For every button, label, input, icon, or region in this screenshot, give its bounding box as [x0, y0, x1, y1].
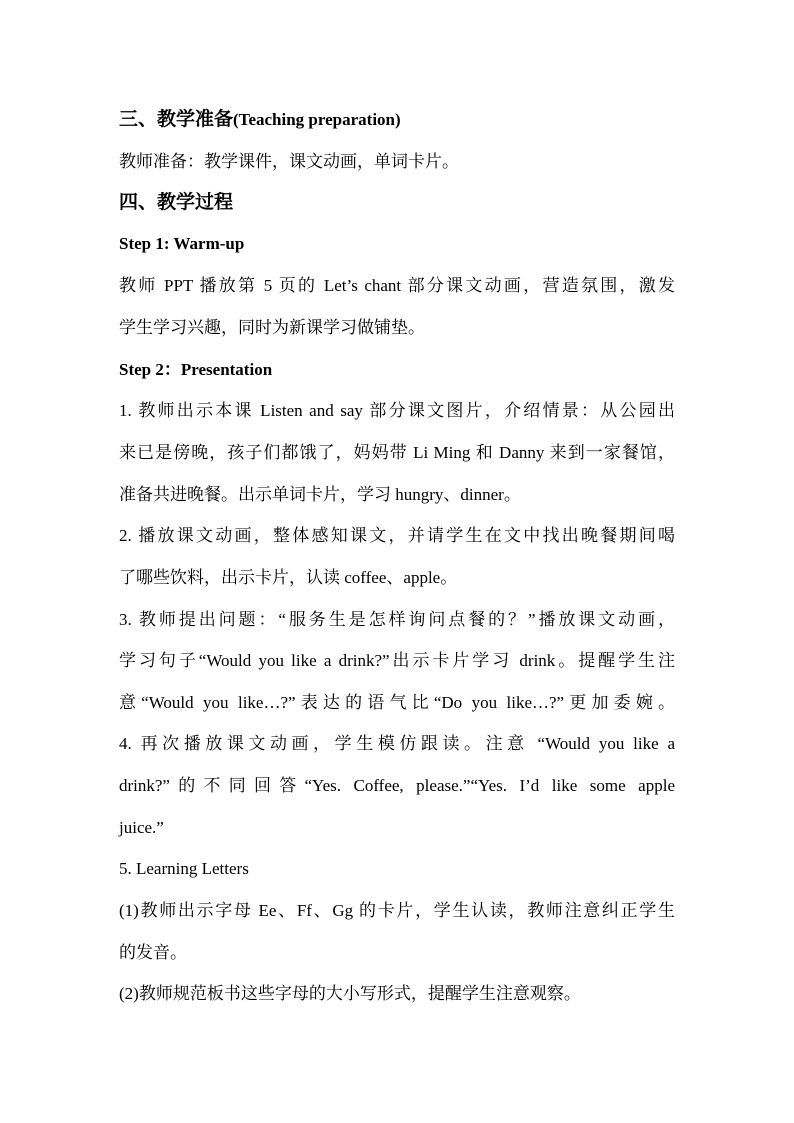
- step2-item3-line1: 3. 教师提出问题：“服务生是怎样询问点餐的？”播放课文动画，: [119, 610, 675, 629]
- step2-item5-sub1-line1: (1)教师出示字母 Ee、Ff、Gg 的卡片，学生认读，教师注意纠正学生: [119, 901, 675, 920]
- step2-item5-title: 5. Learning Letters: [119, 859, 249, 878]
- step1-line2: 学生学习兴趣，同时为新课学习做铺垫。: [119, 318, 425, 337]
- step2-item2-line1: 2. 播放课文动画，整体感知课文，并请学生在文中找出晚餐期间喝: [119, 526, 675, 545]
- step2-item3-line2: 学习句子“Would you like a drink?”出示卡片学习 drink。提醒学生注: [119, 651, 675, 670]
- step2-item1-line1: 1. 教师出示本课 Listen and say 部分课文图片，介绍情景：从公园出: [119, 401, 675, 420]
- step2-item5-sub1-line2: 的发音。: [119, 943, 187, 962]
- step2-title: Step 2：Presentation: [119, 360, 273, 379]
- section3-content: 教师准备：教学课件，课文动画，单词卡片。: [119, 152, 459, 171]
- section3-heading-en: (Teaching preparation): [233, 110, 401, 129]
- step2-item1-line3: 准备共进晚餐。出示单词卡片，学习 hungry、dinner。: [119, 485, 521, 504]
- section3-heading-cn: 三、教学准备: [119, 109, 234, 130]
- step2-item4-line1: 4. 再次播放课文动画，学生模仿跟读。注意 “Would you like a: [119, 734, 675, 753]
- step2-item3-line3: 意“Would you like…?”表达的语气比“Do you like…?”更加委婉。: [119, 693, 675, 712]
- section4-heading: 四、教学过程: [119, 192, 234, 213]
- step2-item2-line2: 了哪些饮料，出示卡片，认读 coffee、apple。: [119, 568, 458, 587]
- step2-item5-sub2: (2)教师规范板书这些字母的大小写形式，提醒学生注意观察。: [119, 984, 581, 1003]
- step2-item4-line2: drink?”的不同回答“Yes. Coffee, please.”“Yes. I’d like some apple: [119, 776, 675, 795]
- step1-line1: 教师 PPT 播放第 5 页的 Let’s chant 部分课文动画，营造氛围，激发: [119, 276, 675, 295]
- step1-title: Step 1: Warm-up: [119, 234, 245, 253]
- step2-item1-line2: 来已是傍晚，孩子们都饿了，妈妈带 Li Ming 和 Danny 来到一家餐馆，: [119, 443, 675, 462]
- step2-item4-line3: juice.”: [119, 818, 164, 837]
- section3-heading: [119, 108, 401, 132]
